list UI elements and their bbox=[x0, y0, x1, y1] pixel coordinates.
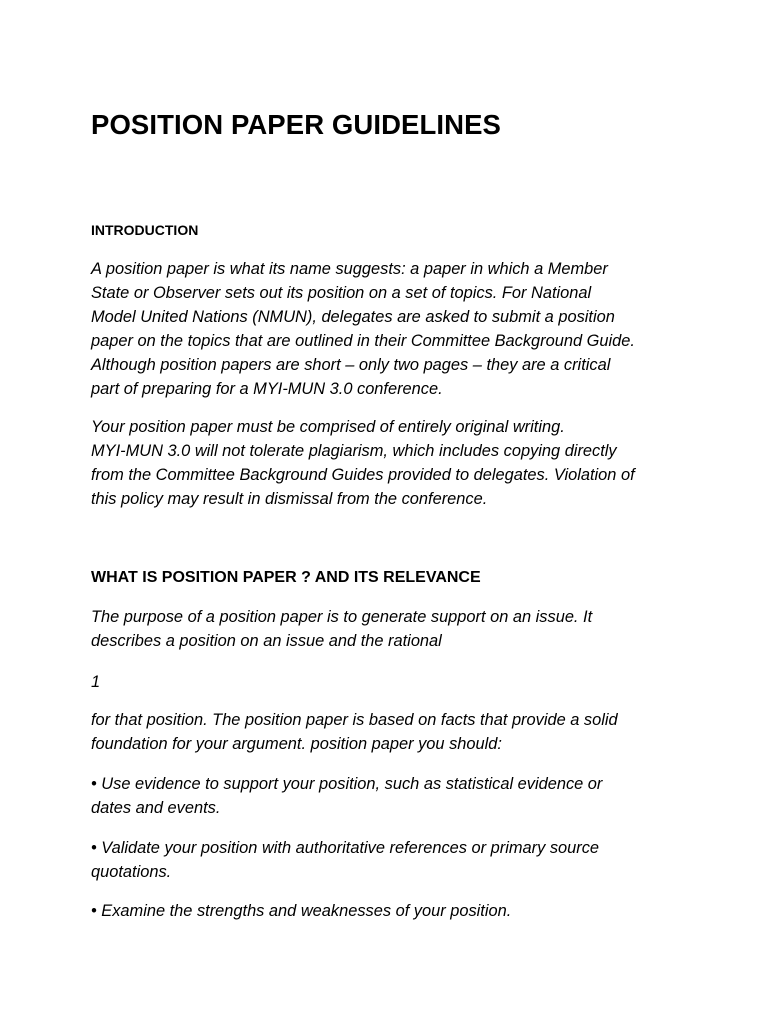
paragraph-line: MYI-MUN 3.0 will not tolerate plagiarism, which includes copying directly bbox=[91, 442, 617, 460]
bullet-item bbox=[91, 899, 511, 923]
paragraph-line: Your position paper must be comprised of entirely original writing. bbox=[91, 418, 565, 436]
paragraph-line: quotations. bbox=[91, 863, 172, 881]
paragraph-line: The purpose of a position paper is to generate support on an issue. It bbox=[91, 608, 593, 626]
paragraph-line: State or Observer sets out its position on a set of topics. For National bbox=[91, 284, 592, 302]
bullet-item bbox=[91, 772, 602, 820]
intro-paragraph-1 bbox=[91, 257, 635, 401]
section-heading: WHAT IS POSITION PAPER ? AND ITS RELEVANCE bbox=[91, 569, 481, 586]
introduction-heading: INTRODUCTION bbox=[91, 222, 199, 238]
paragraph-line: Model United Nations (NMUN), delegates are asked to submit a position bbox=[91, 308, 615, 326]
paragraph-line: part of preparing for a MYI-MUN 3.0 conference. bbox=[91, 380, 443, 398]
paragraph-line: • Validate your position with authoritative references or primary source bbox=[91, 839, 600, 857]
paragraph-line: describes a position on an issue and the rational bbox=[91, 632, 442, 650]
section-paragraph-1 bbox=[91, 605, 592, 653]
paragraph-line: • Use evidence to support your position, such as statistical evidence or bbox=[91, 775, 603, 793]
document-title: POSITION PAPER GUIDELINES bbox=[91, 109, 501, 140]
paragraph-line: • Examine the strengths and weaknesses of your position. bbox=[91, 902, 512, 920]
paragraph-line: from the Committee Background Guides provided to delegates. Violation of bbox=[91, 466, 635, 484]
paragraph-line: for that position. The position paper is based on facts that provide a solid bbox=[91, 711, 618, 729]
paragraph-line: paper on the topics that are outlined in their Committee Background Guide. bbox=[91, 332, 635, 350]
paragraph-line: A position paper is what its name suggests: a paper in which a Member bbox=[91, 260, 608, 278]
paragraph-line: this policy may result in dismissal from the conference. bbox=[91, 490, 488, 508]
page-number: 1 bbox=[91, 673, 101, 691]
paragraph-line: dates and events. bbox=[91, 799, 221, 817]
section-paragraph-2 bbox=[91, 708, 618, 756]
paragraph-line: foundation for your argument. position paper you should: bbox=[91, 735, 502, 753]
intro-paragraph-2 bbox=[91, 415, 635, 511]
paragraph-line: Although position papers are short – only two pages – they are a critical bbox=[91, 356, 611, 374]
bullet-item bbox=[91, 836, 599, 884]
